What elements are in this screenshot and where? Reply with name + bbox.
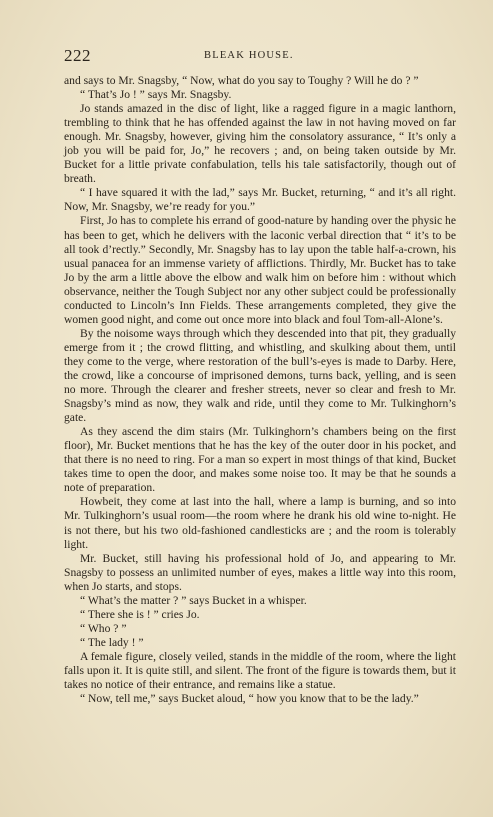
running-title: BLEAK HOUSE. bbox=[204, 50, 294, 61]
body-text bbox=[64, 74, 456, 706]
paragraph: As they ascend the dim stairs (Mr. Tulkinghorn’s chambers being on the first floor), Mr. Bucket mentions that he has the key of the outer door in his pocket, and that there is no need to ring. For a man so expert in most things of that kind, Bucket takes time to open the door, and makes some noise too. It may be that he sounds a note of preparation. bbox=[64, 425, 456, 495]
paragraph: “ What’s the matter ? ” says Bucket in a whisper. bbox=[80, 593, 307, 607]
paragraph: “ Who ? ” bbox=[80, 621, 127, 635]
paragraph: Howbeit, they come at last into the hall, where a lamp is burning, and so into Mr. Tulkinghorn’s usual room—the room where he drank his old wine to-night. He is not there, but his two old-fashioned candlesticks are ; and the room is tolerably light. bbox=[64, 495, 456, 551]
paragraph: First, Jo has to complete his errand of good-nature by handing over the physic he has been to get, which he delivers with the laconic verbal direction that “ it’s to be all took d’rectly.” Secondly, Mr. Snagsby has to lay upon the table half-a-crown, his usual panacea for an immense variety of afflictions. Thirdly, Mr. Bucket has to take Jo by the arm a little above the elbow and walk him on before him : without which observance, neither the Tough Subject nor any other subject could be professionally conducted to Lincoln’s Inn Fields. These arrangements completed, they give the women good night, and come out once more into black and foul Tom-all-Alone’s. bbox=[64, 214, 456, 326]
paragraph: A female figure, closely veiled, stands in the middle of the room, where the light falls upon it. It is quite still, and silent. The front of the figure is towards them, but it takes no notice of their entrance, and remains like a statue. bbox=[64, 649, 456, 692]
paragraph: “ There she is ! ” cries Jo. bbox=[80, 607, 200, 621]
paragraph: “ I have squared it with the lad,” says Mr. Bucket, returning, “ and it’s all right. Now, Mr. Snagsby, we’re ready for you.” bbox=[64, 186, 456, 214]
paragraph: Jo stands amazed in the disc of light, like a ragged figure in a magic lanthorn, trembling to think that he has offended against the law in not having moved on far enough. Mr. Snagsby, however, giving him the consolatory assurance, “ It’s only a job you will be paid for, Jo,” he recovers ; and, on being taken outside by Mr. Bucket for a little private confabulation, tells his tale satisfactorily, though out of breath. bbox=[64, 102, 456, 186]
paragraph: By the noisome ways through which they descended into that pit, they gradually emerge from it ; the crowd flitting, and whistling, and skulking about them, until they come to the verge, where restoration of the bull’s-eyes is made to Darby. Here, the crowd, like a concourse of imprisoned demons, turns back, yelling, and is seen no more. Through the clearer and fresher streets, never so clear and fresh to Mr. Snagsby’s mind as now, they walk and ride, until they come to Mr. Tulkinghorn’s gate. bbox=[64, 326, 456, 425]
page-number: 222 bbox=[64, 46, 91, 65]
paragraph: “ Now, tell me,” says Bucket aloud, “ how you know that to be the lady.” bbox=[80, 692, 419, 706]
running-head bbox=[64, 46, 456, 66]
paragraph: Mr. Bucket, still having his professional hold of Jo, and appearing to Mr. Snagsby to possess an unlimited number of eyes, makes a little way into this room, when Jo starts, and stops. bbox=[64, 551, 456, 593]
paragraph-continuation: and says to Mr. Snagsby, “ Now, what do you say to Toughy ? Will he do ? ” bbox=[64, 74, 419, 87]
paragraph: “ The lady ! ” bbox=[80, 635, 144, 649]
paragraph: “ That’s Jo ! ” says Mr. Snagsby. bbox=[80, 88, 232, 102]
